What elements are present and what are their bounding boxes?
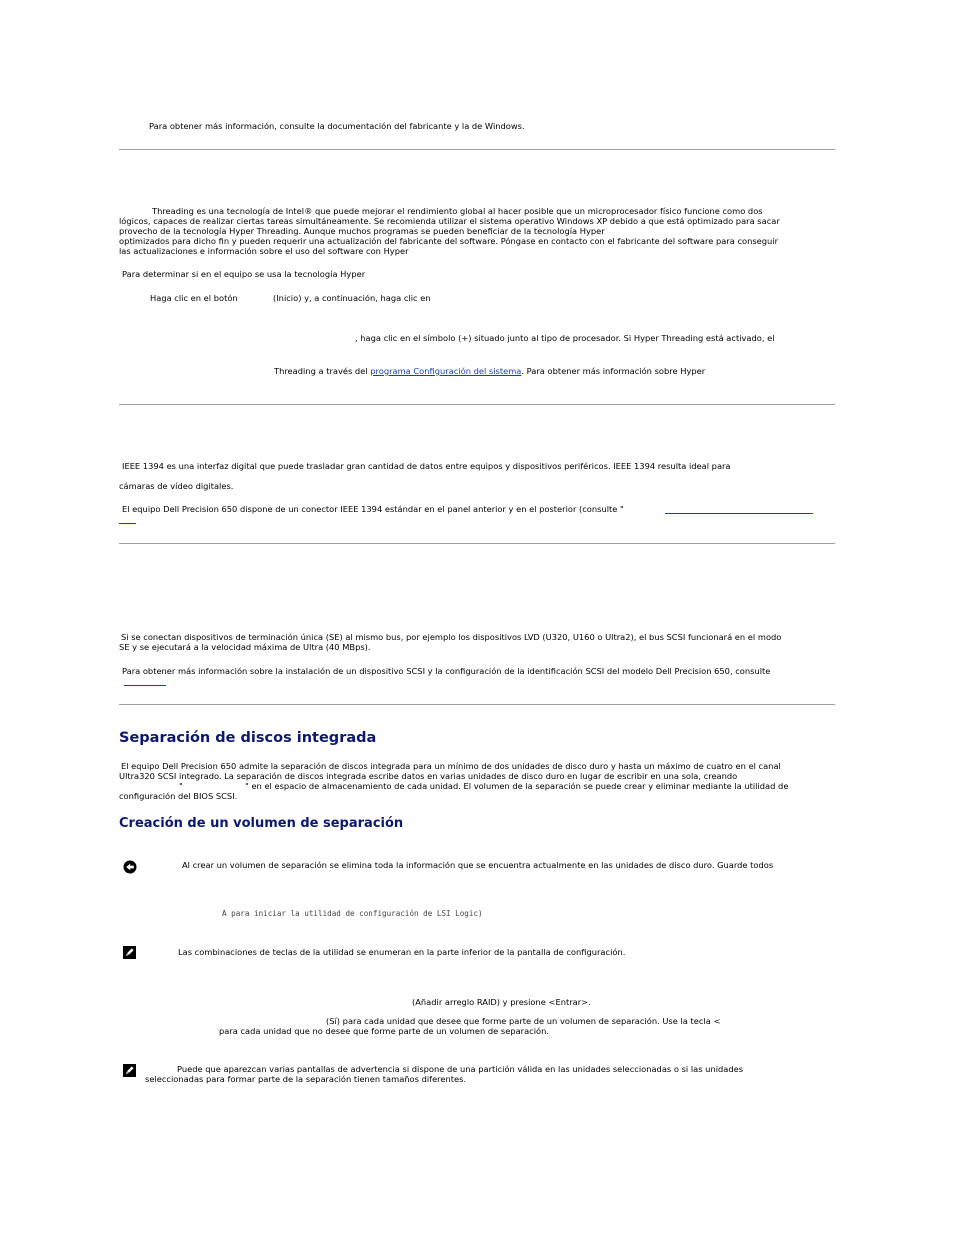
striping-text-line: " en el espacio de almacenamiento de cada unidad. El volumen de la separación se puede crear y eliminar mediante la utilidad de — [245, 781, 789, 791]
scsi-reference-link[interactable] — [124, 685, 166, 686]
striping-text-line: configuración del BIOS SCSI. — [119, 791, 238, 801]
section-divider — [119, 543, 835, 544]
section-divider — [119, 149, 835, 150]
ieee-text-line: IEEE 1394 es una interfaz digital que puede trasladar gran cantidad de datos entre equipos y dispositivos periféricos. IEEE 1394 resulta ideal para — [122, 461, 731, 471]
ieee-reference-link[interactable] — [665, 513, 813, 514]
ht-paragraph-line: optimizados para dicho fin y pueden requerir una actualización del fabricante del software. Póngase en contacto con el fabricante del software para conseguir — [119, 236, 779, 246]
note-icon — [123, 1064, 136, 1079]
ht-step3-suffix: . Para obtener más información sobre Hyper — [521, 366, 706, 376]
ieee-text-line: cámaras de vídeo digitales. — [119, 481, 234, 491]
lsi-utility-text: A para iniciar la utilidad de configuración de LSI Logic) — [222, 909, 483, 918]
scsi-text-line: SE y se ejecutará a la velocidad máxima de Ultra (40 MBps). — [119, 642, 371, 652]
add-raid-text: (Añadir arreglo RAID) y presione <Entrar>. — [412, 997, 591, 1007]
ht-step3-prefix: Threading a través del — [274, 366, 368, 376]
note-text: Las combinaciones de teclas de la utilidad se enumeran en la parte inferior de la pantalla de configuración. — [178, 947, 626, 957]
ieee-reference-link-cont[interactable] — [119, 523, 136, 524]
ht-determine-text: Para determinar si en el equipo se usa la tecnología Hyper — [122, 269, 366, 279]
scsi-text-line: Si se conectan dispositivos de terminación única (SE) al mismo bus, por ejemplo los dispositivos LVD (U320, U160 o Ultra2), el bus SCSI funcionará en el modo — [121, 632, 782, 642]
notice-icon — [123, 860, 137, 876]
ht-step3-text — [274, 366, 705, 376]
ht-paragraph-line: provecho de la tecnología Hyper Threading. Aunque muchos programas se pueden beneficiar de la tecnología Hyper — [119, 226, 605, 236]
select-no-text: para cada unidad que no desee que forme parte de un volumen de separación. — [219, 1026, 549, 1036]
striping-text-line: Ultra320 SCSI integrado. La separación de discos integrada escribe datos en varias unidades de disco duro en lugar de escribir en una sola, creando — [119, 771, 738, 781]
section-divider — [119, 404, 835, 405]
note-icon — [123, 946, 136, 961]
section-divider — [119, 704, 835, 705]
striping-heading: Separación de discos integrada — [119, 730, 377, 746]
notice-text: Al crear un volumen de separación se elimina toda la información que se encuentra actualmente en las unidades de disco duro. Guarde todos — [182, 860, 774, 870]
create-stripe-heading: Creación de un volumen de separación — [119, 816, 404, 831]
note-text: Puede que aparezcan varias pantallas de advertencia si dispone de una partición válida en las unidades seleccionadas o si las unidades — [177, 1064, 744, 1074]
ht-step1-text: Haga clic en el botón — [150, 293, 238, 303]
system-setup-link[interactable]: programa Configuración del sistema — [370, 366, 522, 376]
ht-paragraph-line: las actualizaciones e información sobre el uso del software con Hyper — [119, 246, 409, 256]
striping-text-quote: " — [179, 781, 183, 791]
ieee-text-line: El equipo Dell Precision 650 dispone de un conector IEEE 1394 estándar en el panel anterior y en el posterior (consulte " — [122, 504, 624, 514]
ht-paragraph-line: lógicos, capaces de realizar ciertas tareas simultáneamente. Se recomienda utilizar el sistema operativo Windows XP debido a que está optimizado para sacar — [119, 216, 780, 226]
ht-step2-text: , haga clic en el símbolo (+) situado junto al tipo de procesador. Si Hyper Threading está activado, el — [355, 333, 775, 343]
select-yes-text: (Sí) para cada unidad que desee que forme parte de un volumen de separación. Use la tecla < — [326, 1016, 721, 1026]
note-text-cont: seleccionadas para formar parte de la separación tienen tamaños diferentes. — [145, 1074, 467, 1084]
ht-step1-text-cont: (Inicio) y, a continuación, haga clic en — [273, 293, 431, 303]
striping-text-line: El equipo Dell Precision 650 admite la separación de discos integrada para un mínimo de dos unidades de disco duro y hasta un máximo de cuatro en el canal — [121, 761, 781, 771]
ht-paragraph-line: Threading es una tecnología de Intel® que puede mejorar el rendimiento global al hacer posible que un microprocesador físico funcione como dos — [152, 206, 763, 216]
intro-text: Para obtener más información, consulte la documentación del fabricante y la de Windows. — [149, 121, 525, 131]
scsi-text-line: Para obtener más información sobre la instalación de un dispositivo SCSI y la configuración de la identificación SCSI del modelo Dell Precision 650, consulte — [122, 666, 771, 676]
